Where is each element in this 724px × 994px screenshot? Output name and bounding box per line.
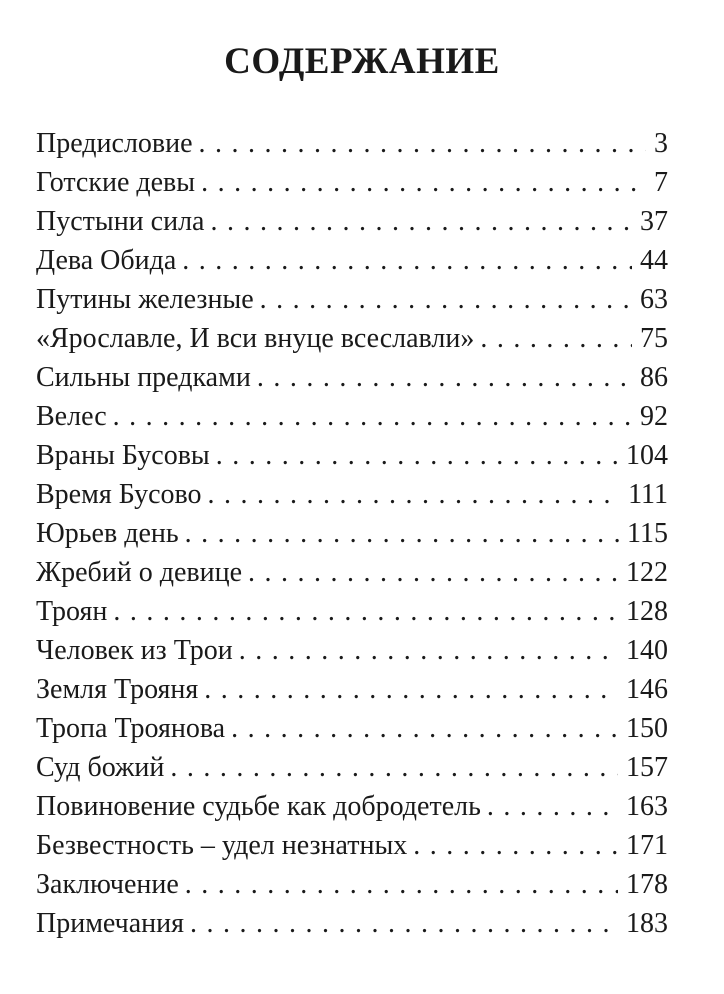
- toc-entry-title: Готские девы: [36, 167, 196, 198]
- toc-entry-page-number: 157: [626, 752, 668, 783]
- dot-leader: [185, 514, 619, 553]
- dot-leader: [204, 670, 618, 709]
- toc-entry-page-number: 183: [626, 908, 668, 939]
- dot-leader: [185, 865, 618, 904]
- toc-entry: [36, 319, 668, 358]
- toc-entry-page-number: 86: [640, 362, 668, 393]
- toc-entry: [36, 553, 668, 592]
- dot-leader: [210, 202, 632, 241]
- toc-entry: [36, 436, 668, 475]
- toc-entry: [36, 475, 668, 514]
- toc-entry: [36, 163, 668, 202]
- toc-entry-title: Земля Трояня: [36, 674, 199, 705]
- dot-leader: [190, 904, 618, 943]
- dot-leader: [216, 436, 618, 475]
- toc-entry: [36, 397, 668, 436]
- toc-entry-title: Враны Бусовы: [36, 440, 210, 471]
- dot-leader: [487, 787, 618, 826]
- toc-entry: [36, 202, 668, 241]
- table-of-contents: [36, 124, 668, 943]
- toc-entry-page-number: 150: [626, 713, 668, 744]
- toc-entry: [36, 865, 668, 904]
- toc-entry-page-number: 115: [627, 518, 668, 549]
- dot-leader: [248, 553, 618, 592]
- page-title: СОДЕРЖАНИЕ: [224, 41, 500, 82]
- toc-entry-title: «Ярославле, И вси внуце всеславли»: [36, 323, 475, 354]
- toc-entry-title: Дева Обида: [36, 245, 177, 276]
- dot-leader: [260, 280, 632, 319]
- toc-entry-title: Юрьев день: [36, 518, 179, 549]
- toc-entry-page-number: 37: [640, 206, 668, 237]
- toc-entry-page-number: 7: [654, 167, 668, 198]
- toc-entry: [36, 748, 668, 787]
- toc-entry-page-number: 63: [640, 284, 668, 315]
- toc-entry: [36, 241, 668, 280]
- dot-leader: [182, 241, 632, 280]
- dot-leader: [208, 475, 621, 514]
- toc-entry-page-number: 3: [654, 128, 668, 159]
- toc-entry-title: Велес: [36, 401, 107, 432]
- dot-leader: [257, 358, 632, 397]
- dot-leader: [480, 319, 632, 358]
- toc-entry-page-number: 128: [626, 596, 668, 627]
- toc-entry: [36, 670, 668, 709]
- toc-entry-title: Время Бусово: [36, 479, 202, 510]
- toc-entry-title: Троян: [36, 596, 108, 627]
- toc-entry: [36, 280, 668, 319]
- toc-entry-page-number: 163: [626, 791, 668, 822]
- toc-entry: [36, 787, 668, 826]
- dot-leader: [231, 709, 618, 748]
- toc-entry-title: Тропа Троянова: [36, 713, 226, 744]
- toc-entry: [36, 631, 668, 670]
- toc-entry-title: Предисловие: [36, 128, 193, 159]
- toc-entry-page-number: 111: [628, 479, 668, 510]
- toc-entry-title: Суд божий: [36, 752, 165, 783]
- toc-entry-page-number: 44: [640, 245, 668, 276]
- toc-entry-title: Сильны предками: [36, 362, 251, 393]
- toc-entry: [36, 904, 668, 943]
- toc-entry: [36, 592, 668, 631]
- toc-entry-title: Путины железные: [36, 284, 254, 315]
- toc-entry: [36, 124, 668, 163]
- toc-entry-title: Повиновение судьбе как добродетель: [36, 791, 481, 822]
- dot-leader: [239, 631, 618, 670]
- toc-entry: [36, 709, 668, 748]
- toc-entry-page-number: 178: [626, 869, 668, 900]
- toc-entry-title: Безвестность – удел незнатных: [36, 830, 408, 861]
- toc-entry: [36, 514, 668, 553]
- toc-entry-page-number: 122: [626, 557, 668, 588]
- toc-entry-page-number: 140: [626, 635, 668, 666]
- toc-entry-title: Пустыни сила: [36, 206, 205, 237]
- dot-leader: [199, 124, 646, 163]
- dot-leader: [413, 826, 618, 865]
- toc-entry-page-number: 92: [640, 401, 668, 432]
- toc-entry-title: Человек из Трои: [36, 635, 233, 666]
- dot-leader: [113, 397, 632, 436]
- toc-entry-title: Примечания: [36, 908, 185, 939]
- toc-entry-page-number: 171: [626, 830, 668, 861]
- dot-leader: [113, 592, 618, 631]
- toc-entry: [36, 826, 668, 865]
- toc-entry-page-number: 104: [626, 440, 668, 471]
- toc-entry: [36, 358, 668, 397]
- toc-entry-title: Жребий о девице: [36, 557, 243, 588]
- dot-leader: [170, 748, 618, 787]
- toc-entry-page-number: 146: [626, 674, 668, 705]
- dot-leader: [201, 163, 646, 202]
- toc-entry-page-number: 75: [640, 323, 668, 354]
- toc-entry-title: Заключение: [36, 869, 179, 900]
